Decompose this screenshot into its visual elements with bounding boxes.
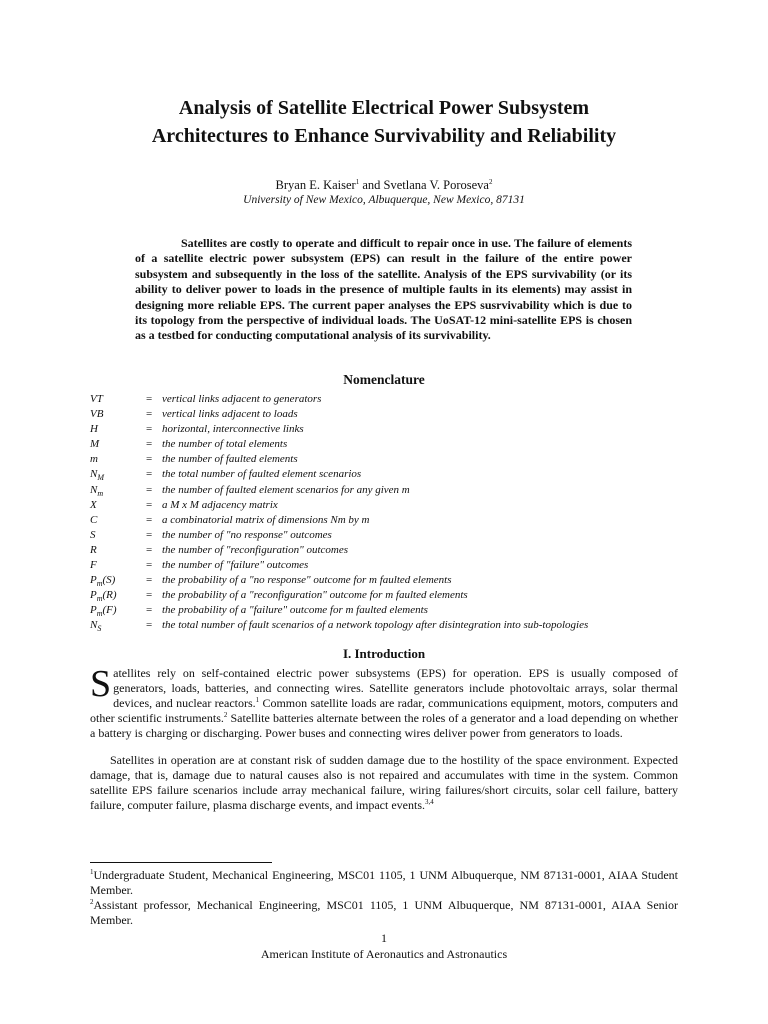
nomenclature-equals: = xyxy=(146,543,153,556)
nomenclature-equals: = xyxy=(146,453,153,466)
nomenclature-definition: vertical links adjacent to generators xyxy=(162,393,322,405)
footnote-2-text: Assistant professor, Mechanical Engineering, MSC01 1105, 1 UNM Albuquerque, NM 87131-0001, AIAA Senior Member. xyxy=(90,898,678,927)
nomenclature-equals: = xyxy=(146,408,153,421)
nomenclature-definition: the probability of a "no response" outcome for m faulted elements xyxy=(162,574,452,587)
nomenclature-symbol: VB xyxy=(90,408,104,421)
nomenclature-symbol: m xyxy=(90,453,98,466)
footnote-rule xyxy=(90,862,272,863)
intro-p1-text-b: Common satellite loads are radar, communications equipment, motors, computers and other scientific instruments. xyxy=(90,695,678,725)
nomenclature-equals: = xyxy=(146,559,153,572)
nomenclature-equals: = xyxy=(146,393,153,405)
nomenclature-definition: the probability of a "reconfiguration" outcome for m faulted elements xyxy=(162,589,468,602)
nomenclature-definition: the probability of a "failure" outcome for m faulted elements xyxy=(162,604,428,617)
nomenclature-row xyxy=(90,588,710,603)
footnote-1-text: Undergraduate Student, Mechanical Engineering, MSC01 1105, 1 UNM Albuquerque, NM 87131-0001, AIAA Student Member. xyxy=(90,868,678,897)
nomenclature-symbol: X xyxy=(90,498,97,511)
abstract: Satellites are costly to operate and difficult to repair once in use. The failure of elements of a satellite electric power subsystem (EPS) can result in the failure of the entire power subsystem and subsequently in the loss of the satellite. Analysis of the EPS survivability (or its ability to deliver power to loads in the presence of multiple faults in its elements) may assist in designing more reliable EPS. The current paper analyses the EPS susrvivability which is due to its topology from the perspective of individual loads. The UoSAT-12 mini-satellite EPS is chosen as a testbed for conducting computational analysis of its survivability. xyxy=(135,236,632,343)
nomenclature-symbol: C xyxy=(90,513,98,526)
nomenclature-symbol: F xyxy=(90,559,97,572)
section-heading-introduction: I. Introduction xyxy=(342,646,426,661)
footnote-1 xyxy=(90,868,678,898)
nomenclature-row xyxy=(90,407,710,422)
intro-p1-text-c: Satellite batteries alternate between the roles of a generator and a load depending on whether a battery is charging or discharging. Power buses and connecting wires deliver power from generators to loads. xyxy=(90,710,679,740)
nomenclature-list xyxy=(90,392,710,634)
nomenclature-definition: the total number of faulted element scenarios xyxy=(162,468,362,481)
nomenclature-symbol: R xyxy=(90,543,97,556)
nomenclature-row xyxy=(90,618,710,633)
nomenclature-definition: the total number of fault scenarios of a network topology after disintegration into sub-topologies xyxy=(162,619,589,632)
title-line-1: Analysis of Satellite Electrical Power Subsystem xyxy=(178,97,590,119)
nomenclature-equals: = xyxy=(146,483,153,496)
nomenclature-row xyxy=(90,422,710,437)
nomenclature-equals: = xyxy=(146,528,153,541)
drop-cap: S xyxy=(90,663,112,705)
nomenclature-row xyxy=(90,437,710,452)
nomenclature-row xyxy=(90,603,710,618)
nomenclature-definition: vertical links adjacent to loads xyxy=(162,408,298,421)
nomenclature-row xyxy=(90,513,710,528)
author-1: Bryan E. Kaiser xyxy=(275,178,356,192)
nomenclature-row xyxy=(90,558,710,573)
nomenclature-row xyxy=(90,392,710,407)
footnotes xyxy=(90,868,678,928)
author-2: Svetlana V. Poroseva xyxy=(383,178,489,192)
authors xyxy=(0,178,768,193)
nomenclature-heading: Nomenclature xyxy=(343,372,425,387)
intro-paragraph-2 xyxy=(90,753,678,813)
journal-footer: American Institute of Aeronautics and Astronautics xyxy=(260,947,508,961)
nomenclature-definition: the number of "no response" outcomes xyxy=(162,528,332,541)
citation-1: 1 xyxy=(255,695,260,704)
nomenclature-symbol: $P_m(F)$ xyxy=(90,604,117,619)
intro-p1-text-a: atellites rely on self-contained electric power subsystems (EPS) for operation. EPS is usually composed of generators, loads, batteries, and connecting wires. Satellite generators include photovoltaic arrays, solar thermal devices, and nuclear reactors. xyxy=(113,666,678,710)
nomenclature-row xyxy=(90,483,710,498)
nomenclature-equals: = xyxy=(146,513,153,526)
affiliation: University of New Mexico, Albuquerque, New Mexico, 87131 xyxy=(243,194,525,206)
nomenclature-definition: the number of faulted elements xyxy=(162,453,298,466)
nomenclature-definition: the number of "reconfiguration" outcomes xyxy=(162,543,349,556)
nomenclature-symbol: H xyxy=(90,423,98,436)
nomenclature-definition: horizontal, interconnective links xyxy=(162,423,304,436)
nomenclature-row xyxy=(90,528,710,543)
nomenclature-row xyxy=(90,573,710,588)
nomenclature-equals: = xyxy=(146,498,153,511)
nomenclature-definition: the number of total elements xyxy=(162,438,288,451)
nomenclature-equals: = xyxy=(146,604,153,617)
nomenclature-symbol: $N_m$ xyxy=(90,483,104,498)
nomenclature-definition: a M x M adjacency matrix xyxy=(162,498,278,511)
intro-paragraph-1 xyxy=(90,663,679,741)
citation-2: 2 xyxy=(223,710,228,719)
nomenclature-equals: = xyxy=(146,574,153,587)
nomenclature-definition: the number of faulted element scenarios for any given m xyxy=(162,483,410,496)
author-2-sup: 2 xyxy=(488,177,493,186)
intro-p2-text: Satellites in operation are at constant risk of sudden damage due to the hostility of the space environment. Expected damage, that is, damage due to natural causes also is not repaired and accumulates with time in the system. Common satellite EPS failure scenarios include array mechanical failure, wiring failures/short circuits, solar cell failure, battery failure, computer failure, plasma discharge events, and impact events. xyxy=(90,753,678,812)
nomenclature-definition: a combinatorial matrix of dimensions Nm by m xyxy=(162,513,370,526)
nomenclature-symbol: VT xyxy=(90,393,103,405)
nomenclature-symbol: $N_S$ xyxy=(90,619,102,634)
title-line-2: Architectures to Enhance Survivability and Reliability xyxy=(151,125,617,147)
nomenclature-definition: the number of "failure" outcomes xyxy=(162,559,309,572)
nomenclature-equals: = xyxy=(146,423,153,436)
nomenclature-equals: = xyxy=(146,589,153,602)
nomenclature-row xyxy=(90,498,710,513)
author-1-sup: 1 xyxy=(355,177,360,186)
nomenclature-equals: = xyxy=(146,619,153,632)
footnote-1-mark: 1 xyxy=(90,868,94,876)
nomenclature-row xyxy=(90,543,710,558)
nomenclature-symbol: $P_m(S)$ xyxy=(90,574,116,589)
citation-3-4: 3,4 xyxy=(425,797,434,806)
nomenclature-symbol: $P_m(R)$ xyxy=(90,589,117,604)
footnote-2 xyxy=(90,898,678,928)
nomenclature-symbol: $N_M$ xyxy=(90,468,105,483)
nomenclature-equals: = xyxy=(146,438,153,451)
author-conjunction: and xyxy=(359,178,384,192)
nomenclature-equals: = xyxy=(146,468,153,481)
nomenclature-symbol: S xyxy=(90,528,96,541)
nomenclature-row xyxy=(90,452,710,467)
footnote-2-mark: 2 xyxy=(90,898,94,906)
paper-title xyxy=(0,94,768,150)
nomenclature-row xyxy=(90,467,710,482)
page-number: 1 xyxy=(381,931,387,945)
nomenclature-symbol: M xyxy=(90,438,100,451)
